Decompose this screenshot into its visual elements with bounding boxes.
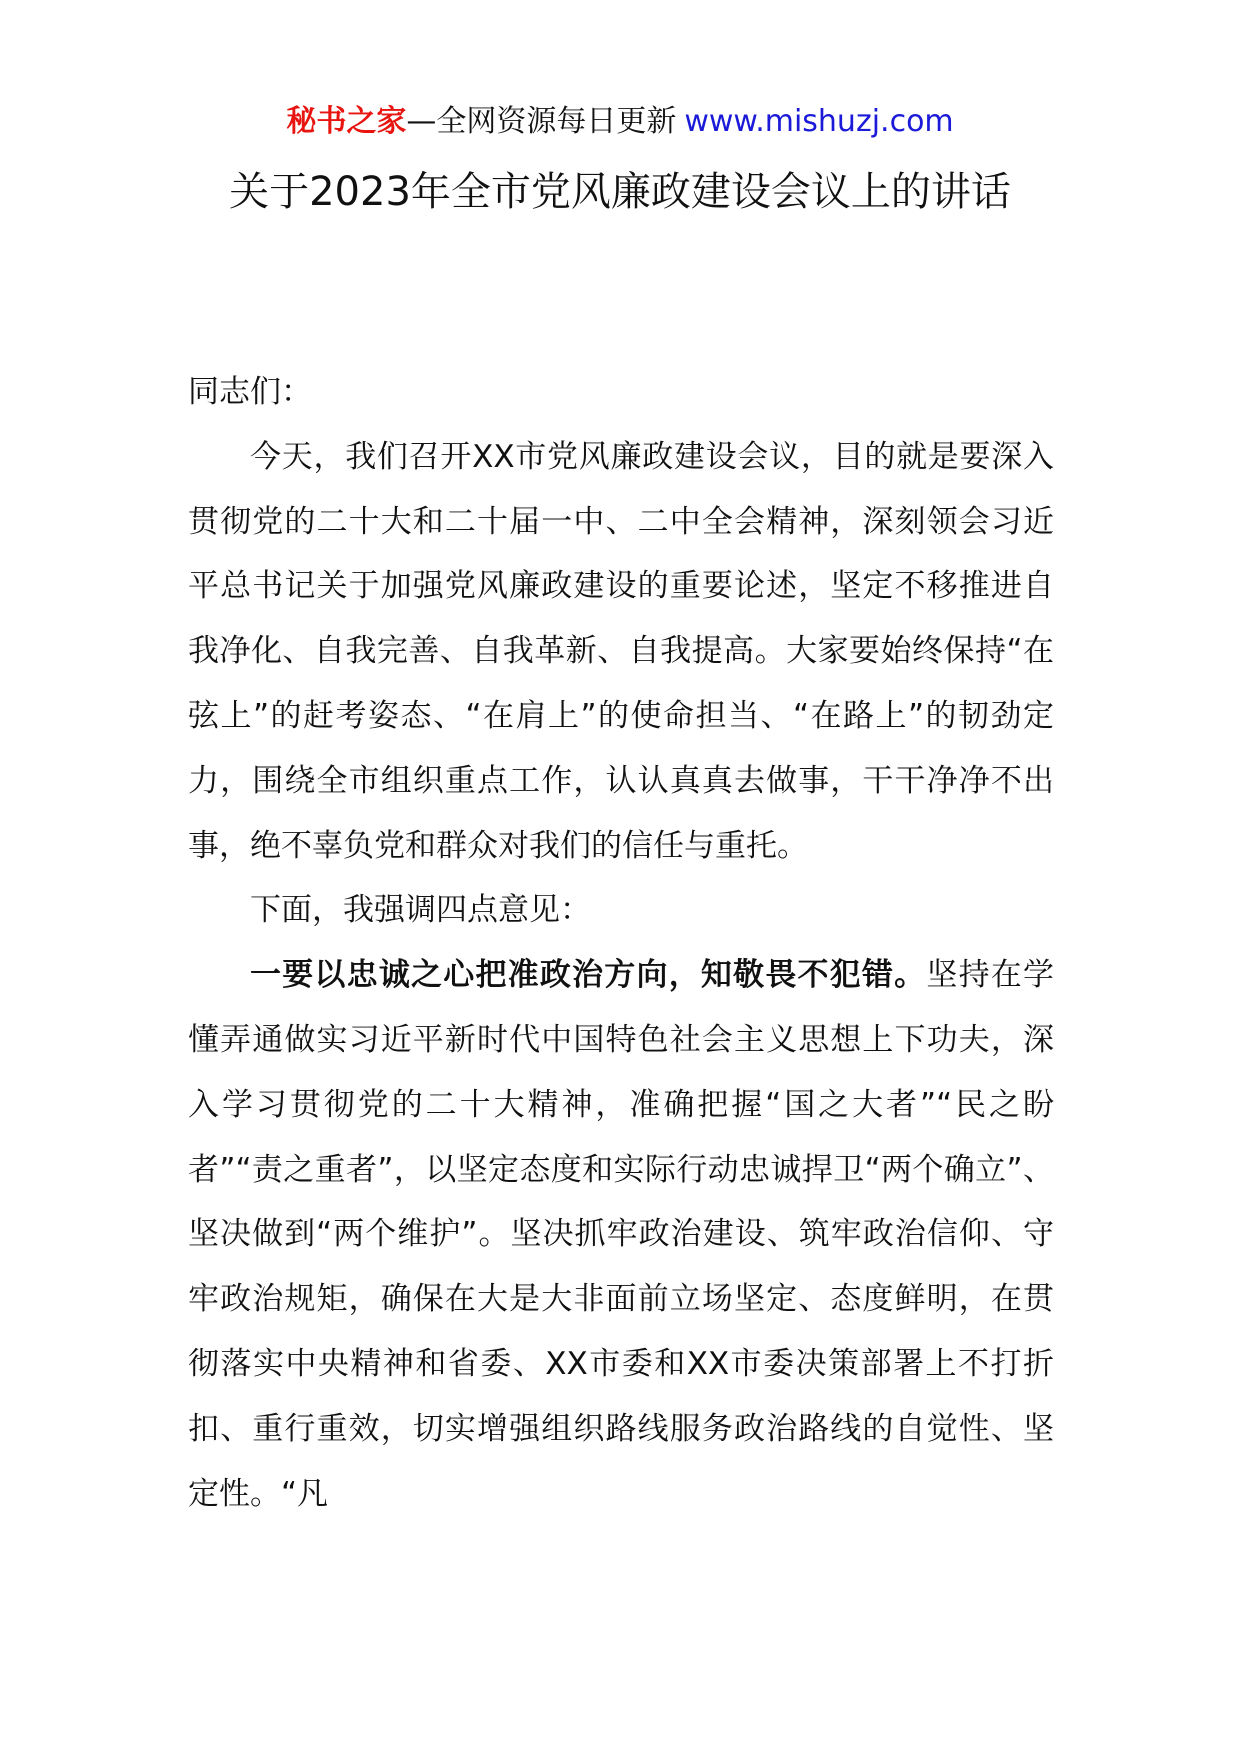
site-tagline: —全网资源每日更新 — [406, 104, 677, 139]
point-one-text: 坚持在学懂弄通做实习近平新时代中国特色社会主义思想上下功夫，深入学习贯彻党的二十大精神，准确把握“国之大者”“民之盼者”“责之重者”，以坚定态度和实际行动忠诚捍卫“两个确立”、坚决做到“两个维护”。坚决抓牢政治建设、筑牢政治信仰、守牢政治规矩，确保在大是大非面前立场坚定、态度鲜明，在贯彻落实中央精神和省委、XX市委和XX市委决策部署上不打折扣、重行重效，切实增强组织路线服务政治路线的自觉性、坚定性。“凡 — [188, 957, 1054, 1512]
site-header — [0, 102, 1240, 142]
document-title: 关于2023年全市党风廉政建设会议上的讲话 — [229, 169, 1011, 215]
paragraph-intro: 今天，我们召开XX市党风廉政建设会议，目的就是要深入贯彻党的二十大和二十届一中、二中全会精神，深刻领会习近平总书记关于加强党风廉政建设的重要论述，坚定不移推进自我净化、自我完善、自我革新、自我提高。大家要始终保持“在弦上”的赶考姿态、“在肩上”的使命担当、“在路上”的韧劲定力，围绕全市组织重点工作，认认真真去做事，干干净净不出事，绝不辜负党和群众对我们的信任与重托。 — [188, 438, 1054, 864]
point-one-lead: 一要以忠诚之心把准政治方向，知敬畏不犯错。 — [250, 957, 927, 994]
site-url-link[interactable]: www.mishuzj.com — [684, 104, 954, 139]
paragraph-outline: 下面，我强调四点意见： — [250, 892, 591, 929]
paragraph-point-one — [188, 943, 1054, 1526]
salutation: 同志们： — [188, 374, 312, 410]
document-body — [188, 360, 1054, 1526]
site-brand: 秘书之家 — [286, 104, 407, 139]
